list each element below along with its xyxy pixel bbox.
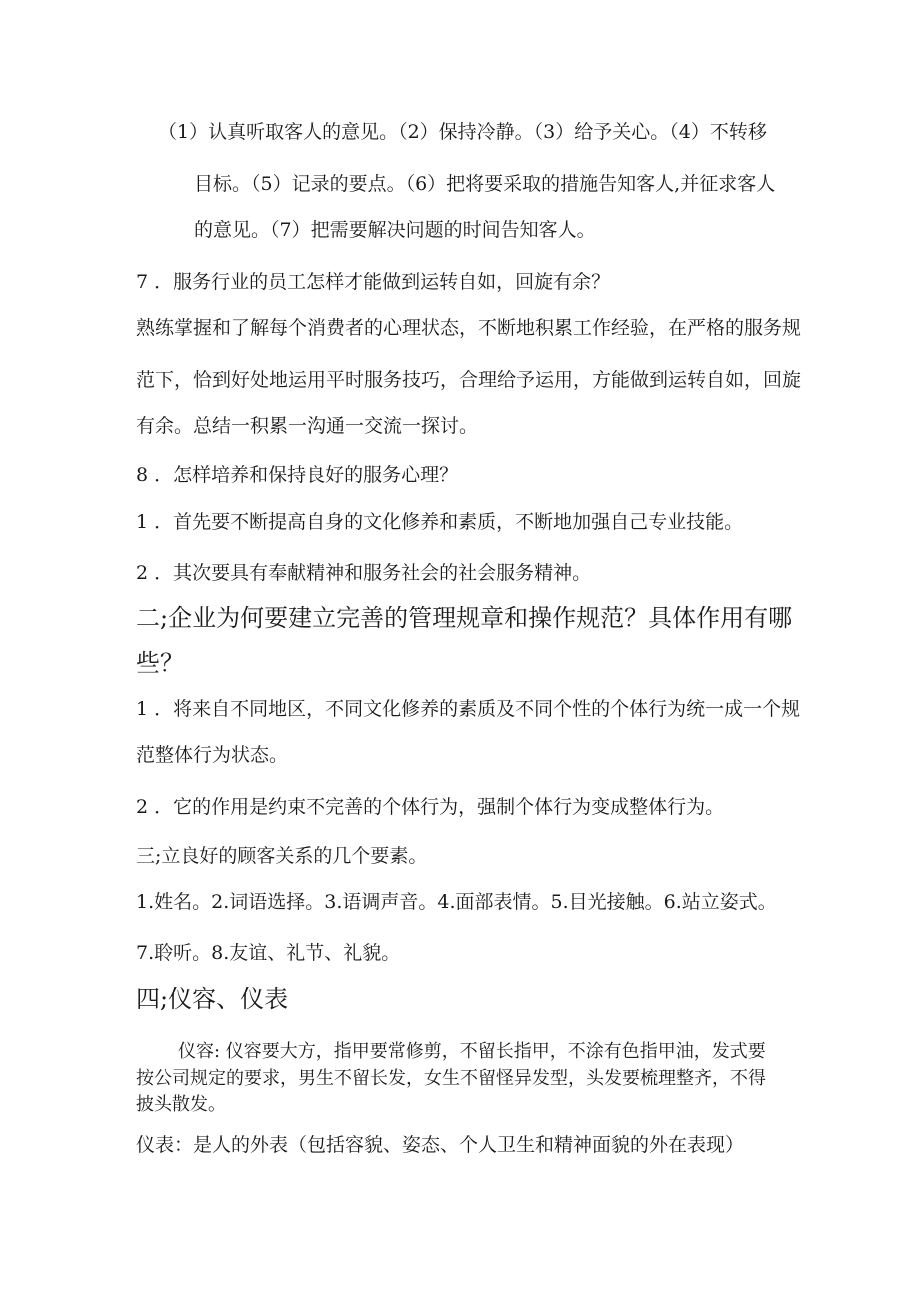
section-3-items-line-2: 7.聆听。8.友谊、礼节、礼貌。 (136, 942, 401, 964)
text-line-2: 目标。（5）记录的要点。（6）把将要采取的措施告知客人,并征求客人 (194, 173, 776, 195)
answer-8-item-1: 1 ．首先要不断提高自身的文化修养和素质，不断地加强自己专业技能。 (136, 511, 744, 533)
section-2-item-1-line-1: 1 ．将来自不同地区，不同文化修养的素质及不同个性的个体行为统一成一个规 (136, 698, 801, 720)
appearance-paragraph-line-2: 按公司规定的要求，男生不留长发，女生不留怪异发型，头发要梳理整齐，不得 (136, 1068, 766, 1089)
appearance-paragraph-line-3: 披头散发。 (136, 1094, 226, 1115)
section-2-heading-line-1: 二;企业为何要建立完善的管理规章和操作规范？具体作用有哪 (136, 604, 793, 632)
section-2-heading-line-2: 些？ (136, 649, 184, 677)
demeanor-paragraph: 仪表：是人的外表（包括容貌、姿态、个人卫生和精神面貌的外在表现） (136, 1134, 745, 1156)
question-8: 8 ．怎样培养和保持良好的服务心理？ (136, 464, 459, 486)
answer-7-line-1: 熟练掌握和了解每个消费者的心理状态，不断地积累工作经验，在严格的服务规 (136, 317, 802, 339)
appearance-paragraph-line-1: 仪容: 仪容要大方，指甲要常修剪，不留长指甲，不涂有色指甲油，发式要 (178, 1041, 766, 1062)
text-line-3: 的意见。（7）把需要解决问题的时间告知客人。 (194, 219, 596, 241)
question-7: 7 ．服务行业的员工怎样才能做到运转自如，回旋有余？ (136, 271, 611, 293)
section-2-item-1-line-2: 范整体行为状态。 (136, 744, 289, 766)
answer-7-line-2: 范下，恰到好处地运用平时服务技巧，合理给予运用，方能做到运转自如，回旋 (136, 369, 802, 391)
section-4-heading: 四;仪容、仪表 (136, 985, 289, 1013)
section-3-items-line-1: 1.姓名。2.词语选择。3.语调声音。4.面部表情。5.目光接触。6.站立姿式。 (136, 891, 777, 913)
answer-8-item-2: 2 ．其次要具有奉献精神和服务社会的社会服务精神。 (136, 562, 592, 584)
section-2-item-2: 2 ．它的作用是约束不完善的个体行为，强制个体行为变成整体行为。 (136, 796, 725, 818)
text-line-1: （1）认真听取客人的意见。（2）保持冷静。（3）给予关心。（4）不转移 (158, 121, 767, 143)
section-3-heading: 三;立良好的顾客关系的几个要素。 (136, 845, 428, 867)
answer-7-line-3: 有余。总结一积累一沟通一交流一探讨。 (136, 415, 479, 437)
